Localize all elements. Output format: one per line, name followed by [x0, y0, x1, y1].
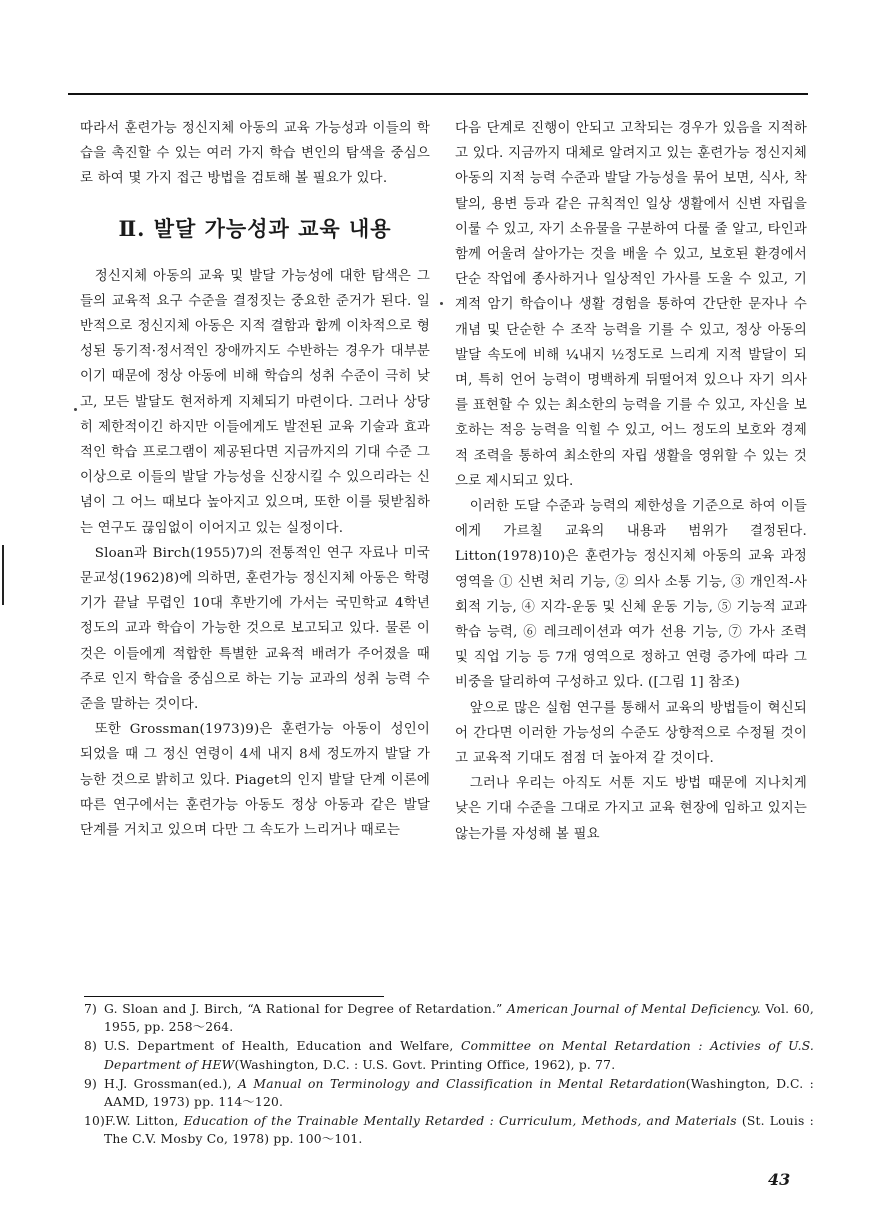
footnote: [84, 1037, 814, 1073]
footnote-title: A Manual on Terminology and Classification in Mental Retardation: [237, 1076, 686, 1091]
margin-mark: [2, 545, 4, 605]
footnote-title: Education of the Trainable Mentally Retarded : Curriculum, Methods, and Materials: [183, 1114, 737, 1129]
page-number: 43: [768, 1170, 791, 1189]
left-paragraph-4: 또한 Grossman(1973)9)은 훈련가능 아동이 성인이 되었을 때 그 정신 연령이 4세 내지 8세 정도까지 발달 가능한 것으로 밝히고 있다. Piaget의 인지 발달 단계 이론에 따른 연구에서는 훈련가능 아동도 정상 아동과 같은 발달 단계를 거치고 있으며 다만 그 속도가 느리거나 때로는: [80, 722, 430, 839]
footnote-text: F.W. Litton,: [105, 1114, 184, 1129]
footnote-text: Vol. 60, 1955, pp. 258～264.: [104, 1002, 814, 1035]
left-paragraph-1: 따라서 훈련가능 정신지체 아동의 교육 가능성과 이들의 학습을 촉진할 수 있는 여러 가지 학습 변인의 탐색을 중심으로 하여 몇 가지 접근 방법을 검토해 볼 필요가 있다.: [80, 121, 430, 187]
print-speck: [440, 302, 443, 305]
right-paragraph-1: 다음 단계로 진행이 안되고 고착되는 경우가 있음을 지적하고 있다. 지금까지 대체로 알려지고 있는 훈련가능 정신지체 아동의 지적 능력 수준과 발달 가능성을 묶어 보면, 식사, 착탈의, 용변 등과 같은 규칙적인 일상 생활에서 신변 자립을 이룰 수 있고, 자기 소유물을 구분하여 다룰 줄 알고, 타인과 함께 어울려 살아가는 것을 배울 수 있고, 보호된 환경에서 단순 작업에 종사하거나 일상적인 가사를 도울 수 있고, 기계적 암기 학습이나 생활 경험을 통하여 간단한 문자나 수 개념 및 단순한 수 조작 능력을 기를 수 있고, 정상 아동의 발달 속도에 비해 ¼내지 ½정도로 느리게 지적 발달이 되며, 특히 언어 능력이 명백하게 뒤떨어져 있으나 자기 의사를 표현할 수 있는 최소한의 능력을 기를 수 있고, 자신을 보호하는 적응 능력을 익힐 수 있고, 어느 정도의 보호와 경제적 조력을 통하여 최소한의 자립 생활을 영위할 수 있는 것으로 제시되고 있다.: [455, 121, 807, 489]
footnote-number: 8): [84, 1039, 98, 1054]
footnote-title: Committee on Mental Retardation : Activies of U.S. Department of HEW: [104, 1039, 814, 1072]
left-paragraph-3: Sloan과 Birch(1955)7)의 전통적인 연구 자료나 미국 문교성(1962)8)에 의하면, 훈련가능 정신지체 아동은 학령기가 끝날 무렵인 10대 후반기에 가서는 국민학교 4학년 정도의 교과 학습이 가능한 것으로 보고되고 있다. 물론 이것은 이들에게 적합한 특별한 교육적 배려가 주어졌을 때 주로 인지 학습을 중심으로 하는 기능 교과의 성취 능력 수준을 말하는 것이다.: [80, 545, 430, 713]
print-speck: [74, 408, 77, 411]
right-paragraph-2: 이러한 도달 수준과 능력의 제한성을 기준으로 하여 이들에게 가르칠 교육의 내용과 범위가 결정된다. Litton(1978)10)은 훈련가능 정신지체 아동의 교육 과정 영역을 ① 신변 처리 기능, ② 의사 소통 기능, ③ 개인적-사회적 기능, ④ 지각-운동 및 신체 운동 기능, ⑤ 기능적 교과 학습 능력, ⑥ 레크레이션과 여가 선용 기능, ⑦ 가사 조력 및 직업 기능 등 7개 영역으로 정하고 연령 증가에 따라 그 비중을 달리하여 구성하고 있다. ([그림 1] 참조): [455, 499, 807, 691]
footnote-title: American Journal of Mental Deficiency.: [507, 1002, 761, 1016]
left-column: [80, 116, 430, 843]
footnote-number: 7): [84, 1002, 98, 1016]
right-paragraph-4: 그러나 우리는 아직도 서툰 지도 방법 때문에 지나치게 낮은 기대 수준을 그대로 가지고 교육 현장에 임하고 있지는 않는가를 자성해 볼 필요: [455, 776, 807, 842]
header-rule: [68, 93, 808, 95]
footnote-rule: [84, 996, 384, 997]
section-heading: Ⅱ. 발달 가능성과 교육 내용: [118, 215, 392, 241]
right-paragraph-3: 앞으로 많은 실험 연구를 통해서 교육의 방법들이 혁신되어 간다면 이러한 가능성의 수준도 상향적으로 수정될 것이고 교육적 기대도 점점 더 높아져 갈 것이다.: [455, 700, 807, 767]
footnote-number: 10): [84, 1114, 106, 1129]
footnote: [84, 1075, 814, 1111]
left-paragraph-2: 정신지체 아동의 교육 및 발달 가능성에 대한 탐색은 그들의 교육적 요구 수준을 결정짓는 중요한 준거가 된다. 일반적으로 정신지체 아동은 지적 결함과 함께 이차적으로 형성된 동기적·정서적인 장애까지도 수반하는 경우가 대부분이기 때문에 정상 아동에 비해 학습의 성취 수준이 극히 낮고, 모든 발달도 현저하게 지체되기 마련이다. 그러나 상당히 제한적이긴 하지만 이들에게도 발전된 교육 기술과 효과적인 학습 프로그램이 제공된다면 지금까지의 기대 수준 그 이상으로 이들의 발달 가능성을 신장시킬 수 있으리라는 신념이 그 어느 때보다 높아지고 있으며, 또한 이를 뒷받침하는 연구도 끊임없이 이어지고 있는 실정이다.: [80, 268, 430, 536]
footnote-text: (Washington, D.C. : AAMD, 1973) pp. 114～120.: [104, 1076, 814, 1110]
footnote-text: (Washington, D.C. : U.S. Govt. Printing Office, 1962), p. 77.: [234, 1057, 616, 1072]
footnote-text: (St. Louis : The C.V. Mosby Co, 1978) pp. 100～101.: [104, 1114, 814, 1147]
right-column: [455, 116, 807, 847]
footnote: [84, 1112, 814, 1148]
footnote-text: H.J. Grossman(ed.),: [104, 1076, 238, 1091]
footnote-text: G. Sloan and J. Birch, “A Rational for Degree of Retardation.”: [104, 1002, 508, 1016]
footnote-number: 9): [84, 1076, 98, 1091]
footnote-text: U.S. Department of Health, Education and Welfare,: [104, 1039, 461, 1054]
footnotes: [84, 1000, 814, 1150]
footnote: [84, 1000, 814, 1036]
